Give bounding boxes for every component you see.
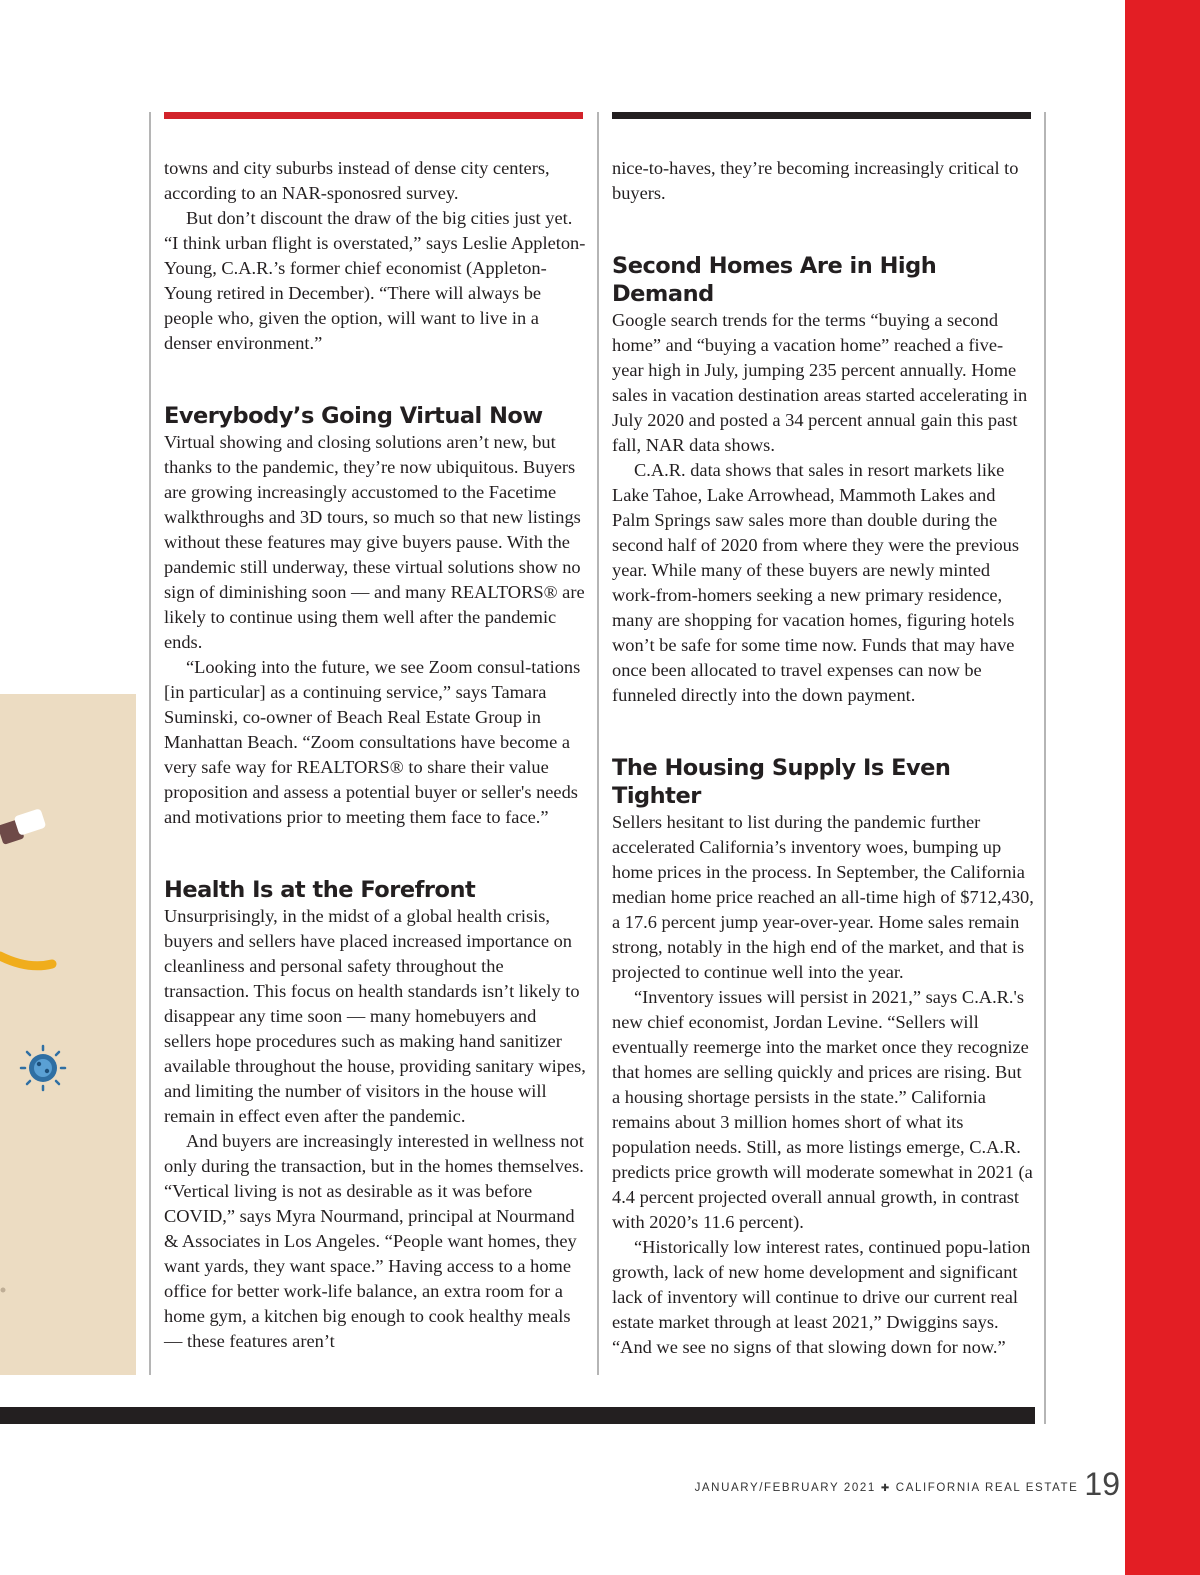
footer-magazine-name: CALIFORNIA REAL ESTATE <box>895 1482 1079 1494</box>
section-heading: Health Is at the Forefront <box>164 877 476 903</box>
paragraph: towns and city suburbs instead of dense city centers, according to an NAR-sponosred survey. <box>164 158 550 203</box>
paragraph: “Inventory issues will persist in 2021,” says C.A.R.'s new chief economist, Jordan Levine. “Sellers will eventually reemerge into the market once they recognize that homes are selling quickly and prices are rising. But a housing shortage persists in the state.” California remains about 3 million homes short of what its population needs. Still, as more listings emerge, C.A.R. predicts price growth will moderate somewhat in 2021 (a 4.4 percent projected overall annual growth, in contrast with 2020’s 11.6 percent). <box>612 987 1033 1232</box>
paragraph: Sellers hesitant to list during the pandemic further accelerated California’s inventory woes, bumping up home prices in the process. In September, the California median home price reached an all-time high of $712,430, a 17.6 percent jump year-over-year. Home sales remain strong, notably in the high end of the market, and that is projected to continue well into the year. <box>612 812 1034 982</box>
paragraph: But don’t discount the draw of the big cities just yet. “I think urban flight is overstated,” says Leslie Appleton-Young, C.A.R.’s former chief economist (Appleton-Young retired in December). “There will always be people who, given the option, will want to live in a denser environment.” <box>164 208 586 353</box>
page-number: 19 <box>1084 1466 1120 1502</box>
article-column-1 <box>164 156 586 1354</box>
paragraph: And buyers are increasingly interested in wellness not only during the transaction, but in the homes themselves. “Vertical living is not as desirable as it was before COVID,” says Myra Nourmand, principal at Nourmand & Associates in Los Angeles. “People want homes, they want yards, they want space.” Having access to a home office for better work-life balance, an extra room for a home gym, a kitchen big enough to cook healthy meals — these features aren’t <box>164 1131 584 1351</box>
paragraph: “Looking into the future, we see Zoom consul-tations [in particular] as a continuing service,” says Tamara Suminski, co-owner of Beach Real Estate Group in Manhattan Beach. “Zoom consultations have become a very safe way for REALTORS® to share their value proposition and assess a potential buyer or seller's needs and motivations prior to meeting them face to face.” <box>164 657 581 827</box>
article-column-2 <box>612 156 1034 1360</box>
section-heading: Everybody’s Going Virtual Now <box>164 403 543 429</box>
footer-separator-icon: ✚ <box>880 1483 891 1494</box>
paragraph: nice-to-haves, they’re becoming increasingly critical to buyers. <box>612 158 1019 203</box>
paragraph: “Historically low interest rates, continued popu-lation growth, lack of new home development and significant lack of inventory will continue to drive our current real estate market through at least 2021,” Dwiggins says. “And we see no signs of that slowing down for now.” <box>612 1237 1031 1357</box>
column-rule-left <box>149 112 151 1375</box>
yellow-stroke <box>0 956 52 966</box>
bottom-rule-bar <box>0 1407 1035 1424</box>
footer-issue: JANUARY/FEBRUARY 2021 <box>694 1482 876 1494</box>
column-rule-right <box>1044 112 1046 1424</box>
column1-accent-bar <box>164 112 583 119</box>
paragraph: Google search trends for the terms “buying a second home” and “buying a vacation home” reached a five-year high in July, jumping 235 percent annually. Home sales in vacation destination areas started accelerating in July 2020 and posted a 34 percent annual gain this past fall, NAR data shows. <box>612 310 1028 455</box>
column2-accent-bar <box>612 112 1031 119</box>
section-heading: The Housing Supply Is Even Tighter <box>612 755 951 809</box>
section-heading: Second Homes Are in High Demand <box>612 253 937 307</box>
illustration-graphic <box>0 694 136 1375</box>
column-rule-middle <box>597 112 599 1375</box>
red-edge-strip <box>1125 0 1200 1575</box>
brush-icon <box>0 808 46 845</box>
virus-icon <box>21 1046 65 1090</box>
paragraph: Virtual showing and closing solutions aren’t new, but thanks to the pandemic, they’re now ubiquitous. Buyers are growing increasingly accustomed to the Facetime walkthroughs and 3D tours, so much so that new listings without these features may give buyers pause. With the pandemic still underway, these virtual solutions show no sign of diminishing soon — and many REALTORS® are likely to continue using them well after the pandemic ends. <box>164 432 585 652</box>
paragraph: Unsurprisingly, in the midst of a global health crisis, buyers and sellers have placed increased importance on cleanliness and personal safety throughout the transaction. This focus on health standards isn’t likely to disappear any time soon — many homebuyers and sellers hope procedures such as making hand sanitizer available throughout the house, providing sanitary wipes, and limiting the number of visitors in the house will remain in effect even after the pandemic. <box>164 906 586 1126</box>
illustration-panel <box>0 694 136 1375</box>
paragraph: C.A.R. data shows that sales in resort markets like Lake Tahoe, Lake Arrowhead, Mammoth Lakes and Palm Springs saw sales more than double during the second half of 2020 from where they were the previous year. While many of these buyers are newly minted work-from-homers seeking a new primary residence, many are shopping for vacation homes, figuring hotels won’t be safe for some time now. Funds that may have once been allocated to travel expenses can now be funneled directly into the down payment. <box>612 460 1020 705</box>
page-footer <box>695 1460 1120 1500</box>
